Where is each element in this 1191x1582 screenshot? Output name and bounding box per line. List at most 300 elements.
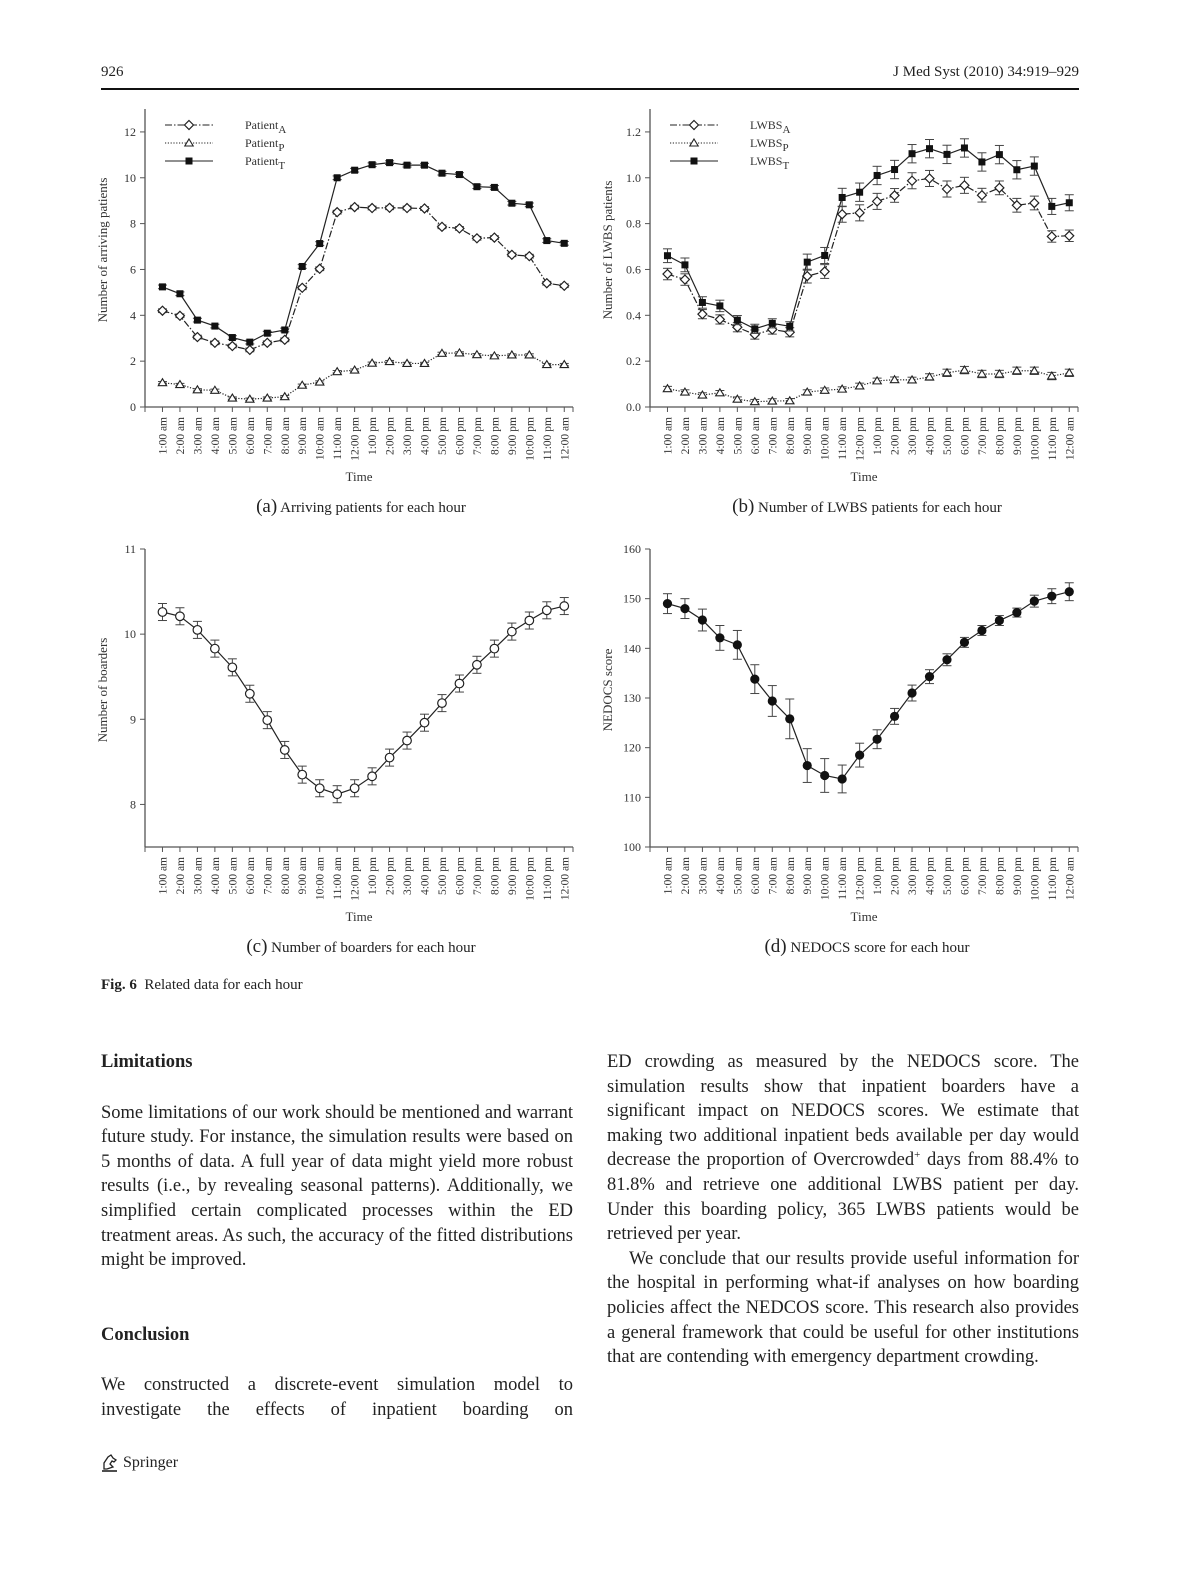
data-point [508,351,516,358]
x-tick-label: 10:00 am [819,857,832,901]
x-tick-label: 9:00 am [297,417,310,455]
data-point [1065,587,1074,596]
y-tick-label: 100 [623,840,641,854]
x-tick-label: 12:00 am [1064,417,1077,461]
x-tick-label: 8:00 pm [994,857,1007,896]
x-tick-label: 3:00 pm [402,857,415,896]
data-point [490,233,499,242]
chart-nedocs [600,540,1090,940]
series-patient-p [158,349,569,402]
data-point [246,689,255,698]
x-tick-label: 4:00 pm [419,857,432,896]
data-point [421,162,428,169]
series-line [162,353,564,399]
data-point [455,349,463,356]
series-line [667,148,1069,329]
data-point [176,290,183,297]
data-point [368,772,377,781]
x-tick-label: 1:00 pm [872,857,885,896]
x-tick-label: 9:00 am [802,417,815,455]
chart-lwbs-patients [600,100,1090,500]
subcaption-c [95,936,627,958]
data-point [925,672,934,681]
data-point [715,633,724,642]
y-tick-label: 0.6 [626,262,641,277]
series-lwbs-p [663,366,1074,405]
legend-label [750,136,789,154]
heading-conclusion: Conclusion [101,1324,190,1345]
x-tick-label: 12:00 pm [854,857,867,901]
data-point [978,370,986,377]
x-tick-label: 1:00 am [662,417,675,455]
x-tick-label: 12:00 pm [349,417,362,461]
data-point [245,345,254,354]
series-boarders [158,598,569,803]
y-tick-label: 8 [130,797,136,812]
y-tick-label: 6 [130,262,136,277]
data-point [211,323,218,330]
data-point [698,310,707,319]
data-point [560,602,569,611]
data-point [281,326,288,333]
x-tick-label: 2:00 am [174,417,187,455]
data-point [785,714,794,723]
data-point [820,771,829,780]
data-point [1047,232,1056,241]
x-tick-label: 7:00 pm [976,857,989,896]
subcaption-c-text: Number of boarders for each hour [267,940,476,956]
springer-horse-icon [101,1453,119,1473]
legend-label-subscript: A [782,124,791,136]
legend-label [750,118,790,136]
publisher-logo [101,1453,178,1473]
x-tick-label: 6:00 pm [454,417,467,456]
data-point [838,385,846,392]
data-point [691,158,698,165]
data-point [839,194,846,201]
data-point [1030,597,1039,606]
data-point [438,170,445,177]
x-tick-label: 5:00 am [732,857,745,895]
chart-boarders [95,540,585,940]
data-point [1065,369,1073,376]
data-point [820,386,828,393]
subcaption-b-text: Number of LWBS patients for each hour [754,500,1002,516]
chart-c-svg [95,540,585,940]
data-point [543,237,550,244]
data-point [681,261,688,268]
data-point [977,191,986,200]
page-number: 926 [101,64,124,80]
data-point [229,334,236,341]
data-point [194,317,201,324]
data-point [438,699,447,708]
overcrowded-superscript: + [914,1149,921,1162]
data-point [663,270,672,279]
x-tick-label: 3:00 am [697,417,710,455]
data-point [185,139,193,146]
data-point [856,189,863,196]
data-point [838,210,847,219]
y-axis-label: Number of arriving patients [95,177,110,323]
series-line [162,207,564,350]
data-point [280,746,289,755]
data-point [733,640,742,649]
x-tick-label: 11:00 pm [1046,417,1059,461]
x-tick-label: 6:00 am [244,857,257,895]
subcaption-a [95,496,627,518]
subcaption-a-letter: (a) [256,496,278,517]
legend-label-subscript: A [278,124,287,136]
y-tick-label: 110 [623,790,641,805]
conclusion-text-part2: days from 88.4% to 81.8% and retrieve one additional LWBS patient per day. Under this boarding policy, 365 LWBS patients would be retrieved per year. [607,1150,1079,1245]
data-point [690,139,698,146]
data-point [663,385,671,392]
data-point [315,378,323,385]
data-point [350,784,359,793]
y-tick-label: 1.2 [626,124,641,139]
data-point [420,718,429,727]
data-point [1048,203,1055,210]
x-tick-label: 1:00 pm [367,417,380,456]
conclusion-paragraph: We constructed a discrete-event simulation model to investigate the effects of inpatient boarding on [101,1375,573,1420]
x-tick-label: 6:00 pm [959,857,972,896]
data-point [455,679,464,688]
x-tick-label: 7:00 pm [471,417,484,456]
x-tick-label: 12:00 am [1064,857,1077,901]
x-tick-label: 8:00 am [784,417,797,455]
data-point [698,391,706,398]
conclusion-paragraph-continued [607,1050,1079,1247]
subcaption-b [600,496,1134,518]
chart-arriving-patients [95,100,585,500]
heading-limitations: Limitations [101,1052,193,1072]
data-point [960,366,968,373]
data-point [525,252,534,261]
data-point [176,612,185,621]
subcaption-a-text: Arriving patients for each hour [277,500,466,516]
y-tick-label: 160 [623,542,641,556]
data-point [350,366,358,373]
data-point [838,774,847,783]
series-patient-t [158,159,569,345]
data-point [942,185,951,194]
x-tick-label: 2:00 pm [889,857,902,896]
y-tick-label: 0.8 [626,216,641,231]
x-tick-label: 7:00 am [262,857,275,895]
x-tick-label: 3:00 pm [402,417,415,456]
subcaption-d [600,936,1134,958]
legend-label-name: LWBS [750,136,783,150]
y-axis-label: NEDOCS score [600,648,615,732]
subcaption-d-letter: (d) [764,936,787,957]
data-point [333,208,342,217]
x-tick-label: 7:00 am [767,417,780,455]
data-point [542,606,551,615]
data-point [804,259,811,266]
x-tick-label: 10:00 pm [1029,857,1042,901]
x-tick-label: 9:00 pm [1011,417,1024,456]
data-point [733,395,741,402]
header-rule [101,88,1079,90]
series-lwbs-t [663,139,1074,334]
x-tick-label: 4:00 am [714,857,727,895]
data-point [943,151,950,158]
x-tick-label: 4:00 pm [924,417,937,456]
x-tick-label: 3:00 am [697,857,710,895]
x-tick-label: 10:00 pm [1029,417,1042,461]
series-line [162,163,564,342]
y-tick-label: 11 [124,542,136,556]
x-tick-label: 11:00 am [332,857,345,900]
x-tick-label: 6:00 am [749,857,762,895]
publisher-name: Springer [123,1454,179,1471]
x-tick-label: 10:00 am [819,417,832,461]
data-point [1030,198,1039,207]
x-tick-label: 4:00 am [209,417,222,455]
y-tick-label: 0.4 [626,308,641,323]
data-point [263,716,272,725]
data-point [508,200,515,207]
x-tick-label: 6:00 pm [959,417,972,456]
data-point [351,167,358,174]
data-point [334,174,341,181]
x-tick-label: 8:00 pm [489,417,502,456]
data-point [438,349,446,356]
x-tick-label: 7:00 am [262,417,275,455]
x-tick-label: 9:00 am [297,857,310,895]
legend-label [245,136,284,154]
x-axis-label: Time [850,909,878,924]
chart-b-svg [600,100,1090,500]
data-point [193,386,201,393]
x-tick-label: 4:00 pm [419,417,432,456]
data-point [350,203,359,212]
data-point [909,150,916,157]
x-tick-label: 5:00 am [227,417,240,455]
x-tick-label: 12:00 am [559,417,572,461]
data-point [680,604,689,613]
y-tick-label: 120 [623,740,641,755]
data-point [158,306,167,315]
data-point [690,121,699,130]
x-tick-label: 11:00 am [837,857,850,900]
x-tick-label: 2:00 am [679,857,692,895]
x-tick-label: 7:00 am [767,857,780,895]
x-tick-label: 8:00 pm [994,417,1007,456]
data-point [715,315,724,324]
legend-label-name: Patient [245,154,279,168]
data-point [264,330,271,337]
x-tick-label: 3:00 am [192,417,205,455]
conclusion-text-part1: ED crowding as measured by the NEDOCS score. The simulation results show that inpatient boarders have a significant impact on NEDOCS scores. We estimate that making two additional inpatient beds available per day would decrease the proportion of Overcrowded [607,1052,1079,1171]
data-point [890,712,899,721]
x-tick-label: 6:00 am [244,417,257,455]
x-tick-label: 2:00 pm [889,417,902,456]
data-point [263,394,271,401]
x-tick-label: 6:00 am [749,417,762,455]
data-point [455,224,464,233]
data-point [186,158,193,165]
data-point [369,161,376,168]
series-line [667,592,1069,779]
data-point [385,358,393,365]
data-point [1047,592,1056,601]
chart-a-svg [95,100,585,500]
series-patient-a [158,203,569,355]
data-point [786,323,793,330]
x-axis-label: Time [345,469,373,484]
data-point [1031,163,1038,170]
x-tick-label: 3:00 pm [907,417,920,456]
data-point [1030,367,1038,374]
y-tick-label: 10 [124,627,136,642]
y-tick-label: 2 [130,354,136,369]
data-point [316,240,323,247]
x-tick-label: 5:00 pm [941,857,954,896]
data-point [473,660,482,669]
y-axis-label: Number of boarders [95,637,110,743]
data-point [664,252,671,259]
x-tick-label: 7:00 pm [471,857,484,896]
data-point [315,784,324,793]
data-point [560,281,569,290]
subcaption-c-letter: (c) [246,936,268,957]
x-tick-label: 6:00 pm [454,857,467,896]
x-tick-label: 1:00 pm [872,417,885,456]
data-point [561,240,568,247]
x-tick-label: 10:00 am [314,857,327,901]
legend-label-name: Patient [245,136,279,150]
x-tick-label: 11:00 am [332,417,345,460]
data-point [978,158,985,165]
legend-label-subscript: T [278,160,286,172]
x-tick-label: 11:00 pm [541,417,554,461]
data-point [385,753,394,762]
x-tick-label: 1:00 am [157,417,170,455]
x-tick-label: 8:00 am [279,857,292,895]
journal-citation: J Med Syst (2010) 34:919–929 [893,64,1079,80]
x-tick-label: 12:00 pm [349,857,362,901]
legend-label-subscript: P [782,142,789,154]
legend-label-subscript: T [782,160,790,172]
data-point [228,342,237,351]
data-point [769,320,776,327]
limitations-paragraph: Some limitations of our work should be mentioned and warrant future study. For instance, the simulation results were based on 5 months of data. A full year of data might yield more robust results (i.e., by revealing seasonal patterns). Additionally, we simplified certain complicated processes within the ED treatment areas. As such, the accuracy of the fitted distributions might be improved. [101,1102,573,1271]
data-point [751,325,758,332]
y-tick-label: 0 [130,400,136,414]
y-tick-label: 140 [623,641,641,656]
series-lwbs-a [663,170,1074,339]
data-point [1012,608,1021,617]
x-tick-label: 11:00 am [837,417,850,460]
x-tick-label: 5:00 am [732,417,745,455]
data-point [525,351,533,358]
x-tick-label: 1:00 am [157,857,170,895]
x-tick-label: 5:00 pm [436,417,449,456]
data-point [942,655,951,664]
legend-label-name: Patient [245,118,279,132]
data-point [873,197,882,206]
x-tick-label: 11:00 pm [1046,857,1059,901]
legend-label [245,154,285,172]
x-tick-label: 9:00 am [802,857,815,895]
x-tick-label: 2:00 am [679,417,692,455]
data-point [1013,166,1020,173]
y-tick-label: 9 [130,712,136,727]
series-nedocs [663,583,1074,793]
data-point [368,359,376,366]
legend [670,118,790,172]
data-point [193,626,202,635]
data-point [333,790,342,799]
data-point [855,751,864,760]
data-point [298,770,307,779]
x-tick-label: 2:00 pm [384,417,397,456]
x-tick-label: 7:00 pm [976,417,989,456]
figure-caption [101,977,303,994]
legend-label-subscript: P [278,142,285,154]
x-tick-label: 8:00 pm [489,857,502,896]
x-tick-label: 9:00 pm [506,857,519,896]
data-point [907,688,916,697]
data-point [333,368,341,375]
data-point [926,145,933,152]
x-tick-label: 5:00 am [227,857,240,895]
x-tick-label: 11:00 pm [541,857,554,901]
data-point [1066,199,1073,206]
running-head [101,64,1079,86]
data-point [908,176,917,185]
subcaption-d-text: NEDOCS score for each hour [786,940,970,956]
x-tick-label: 4:00 am [714,417,727,455]
data-point [821,252,828,259]
x-tick-label: 12:00 am [559,857,572,901]
data-point [873,735,882,744]
data-point [299,263,306,270]
x-tick-label: 10:00 am [314,417,327,461]
x-tick-label: 1:00 pm [367,857,380,896]
x-tick-label: 12:00 pm [854,417,867,461]
data-point [716,302,723,309]
data-point [874,172,881,179]
x-tick-label: 9:00 pm [1011,857,1024,896]
data-point [368,204,377,213]
y-tick-label: 0.0 [626,400,641,414]
data-point [210,338,219,347]
legend-label-name: LWBS [750,154,783,168]
data-point [699,299,706,306]
x-tick-label: 4:00 am [209,857,222,895]
data-point [663,599,672,608]
data-point [490,644,499,653]
data-point [751,398,759,405]
data-point [158,379,166,386]
data-point [960,638,969,647]
data-point [977,626,986,635]
x-tick-label: 1:00 am [662,857,675,895]
data-point [281,393,289,400]
right-column [607,1050,1079,1370]
data-point [491,184,498,191]
x-tick-label: 3:00 pm [907,857,920,896]
data-point [525,616,534,625]
data-point [995,370,1003,377]
data-point [925,174,934,183]
left-column [101,1050,573,1423]
x-tick-label: 10:00 pm [524,857,537,901]
data-point [211,386,219,393]
